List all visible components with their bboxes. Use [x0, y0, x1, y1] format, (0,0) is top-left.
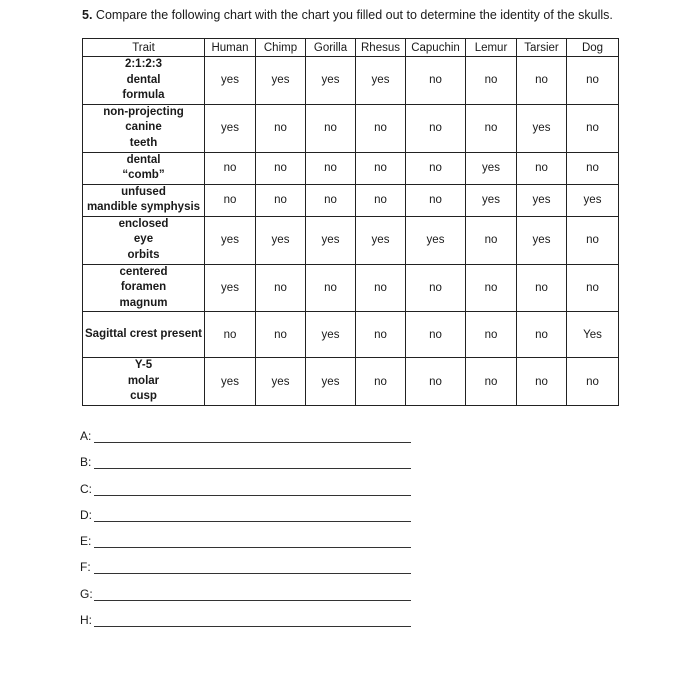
value-cell: yes: [205, 216, 256, 264]
table-header-row: [83, 39, 619, 57]
value-cell: no: [406, 57, 466, 105]
species-header: Human: [205, 39, 256, 57]
value-cell: yes: [466, 152, 517, 184]
answer-blank-line[interactable]: [94, 573, 411, 574]
value-cell: no: [205, 312, 256, 358]
trait-text: enclosed: [118, 217, 169, 230]
answer-blank-line[interactable]: [94, 442, 411, 443]
table-row: [83, 312, 619, 358]
value-cell: no: [567, 358, 619, 406]
value-cell: yes: [567, 184, 619, 216]
trait-header: Trait: [83, 39, 205, 57]
value-cell: no: [356, 184, 406, 216]
value-cell: yes: [356, 216, 406, 264]
trait-text: non-projecting: [103, 105, 184, 118]
value-cell: no: [567, 57, 619, 105]
species-header: Tarsier: [517, 39, 567, 57]
value-cell: no: [306, 152, 356, 184]
trait-cell: [83, 104, 205, 152]
trait-text: eye: [133, 233, 154, 246]
value-cell: no: [306, 104, 356, 152]
table-row: [83, 264, 619, 312]
trait-text: molar: [127, 374, 160, 387]
value-cell: no: [406, 358, 466, 406]
trait-text: canine: [125, 121, 162, 134]
value-cell: no: [356, 358, 406, 406]
answer-label: D:: [80, 507, 92, 522]
value-cell: no: [306, 264, 356, 312]
species-header: Rhesus: [356, 39, 406, 57]
value-cell: yes: [256, 216, 306, 264]
instruction-text: [82, 8, 682, 22]
trait-text: 2:1:2:3: [124, 58, 163, 70]
answer-label: A:: [80, 429, 92, 443]
trait-cell: [83, 312, 205, 358]
table-row: [83, 216, 619, 264]
trait-text: dental: [126, 73, 161, 86]
value-cell: yes: [306, 57, 356, 105]
trait-text: magnum: [119, 296, 168, 309]
species-header: Chimp: [256, 39, 306, 57]
trait-cell: [83, 57, 205, 105]
value-cell: yes: [205, 264, 256, 312]
value-cell: no: [256, 152, 306, 184]
value-cell: yes: [517, 184, 567, 216]
skull-traits-table: [82, 38, 619, 406]
trait-text: orbits: [127, 248, 160, 261]
table-row: [83, 152, 619, 184]
value-cell: no: [256, 184, 306, 216]
trait-cell: [83, 216, 205, 264]
value-cell: no: [256, 312, 306, 358]
trait-cell: [83, 184, 205, 216]
value-cell: yes: [466, 184, 517, 216]
value-cell: yes: [306, 358, 356, 406]
trait-cell: [83, 264, 205, 312]
trait-text: “comb”: [122, 169, 165, 181]
value-cell: no: [356, 104, 406, 152]
value-cell: yes: [306, 216, 356, 264]
question-number: 5.: [82, 8, 93, 22]
value-cell: no: [356, 152, 406, 184]
answer-blank-line[interactable]: [94, 626, 411, 627]
value-cell: no: [406, 104, 466, 152]
value-cell: no: [406, 312, 466, 358]
value-cell: no: [517, 312, 567, 358]
answer-blank-line[interactable]: [94, 495, 411, 496]
value-cell: no: [466, 264, 517, 312]
value-cell: yes: [406, 216, 466, 264]
species-header: Capuchin: [406, 39, 466, 57]
answer-blank-line[interactable]: [94, 600, 411, 601]
value-cell: yes: [256, 358, 306, 406]
species-header: Gorilla: [306, 39, 356, 57]
answer-label: G:: [80, 586, 93, 601]
value-cell: no: [567, 264, 619, 312]
trait-text: Y-5: [134, 359, 153, 372]
value-cell: no: [567, 152, 619, 184]
table-row: [83, 358, 619, 406]
value-cell: no: [517, 358, 567, 406]
answer-label: H:: [80, 613, 92, 628]
value-cell: yes: [256, 57, 306, 105]
value-cell: yes: [205, 358, 256, 406]
table-row: [83, 184, 619, 216]
value-cell: no: [517, 57, 567, 105]
answer-blank-line[interactable]: [94, 547, 411, 548]
value-cell: yes: [205, 57, 256, 105]
answer-blank-line[interactable]: [94, 521, 411, 522]
value-cell: no: [466, 312, 517, 358]
value-cell: yes: [205, 104, 256, 152]
value-cell: no: [356, 264, 406, 312]
trait-text: formula: [122, 89, 165, 101]
value-cell: no: [466, 57, 517, 105]
trait-text: unfused: [121, 185, 166, 198]
value-cell: no: [406, 152, 466, 184]
species-header: Lemur: [466, 39, 517, 57]
value-cell: no: [517, 264, 567, 312]
value-cell: no: [205, 184, 256, 216]
answer-label: E:: [80, 534, 92, 549]
value-cell: yes: [306, 312, 356, 358]
value-cell: no: [256, 264, 306, 312]
trait-cell: [83, 152, 205, 184]
value-cell: Yes: [567, 312, 619, 358]
trait-text: cusp: [130, 390, 157, 403]
trait-text: foramen: [120, 281, 167, 293]
trait-cell: [83, 358, 205, 406]
value-cell: no: [406, 184, 466, 216]
value-cell: no: [466, 216, 517, 264]
value-cell: yes: [517, 216, 567, 264]
answer-blank-line[interactable]: [94, 468, 411, 469]
trait-text: dental: [126, 153, 161, 166]
value-cell: no: [517, 152, 567, 184]
answer-label: B:: [80, 455, 92, 470]
question-text: Compare the following chart with the chart you filled out to determine the identity of the skulls.: [95, 8, 613, 22]
value-cell: yes: [517, 104, 567, 152]
table-row: [83, 104, 619, 152]
value-cell: no: [205, 152, 256, 184]
trait-text: mandible symphysis: [86, 201, 201, 213]
value-cell: no: [567, 216, 619, 264]
trait-text: Sagittal crest present: [85, 327, 202, 340]
value-cell: no: [356, 312, 406, 358]
trait-text: centered: [119, 265, 168, 278]
answer-label: C:: [80, 481, 92, 496]
value-cell: yes: [356, 57, 406, 105]
table-row: [83, 57, 619, 105]
answer-label: F:: [80, 560, 91, 575]
value-cell: no: [406, 264, 466, 312]
value-cell: no: [466, 358, 517, 406]
value-cell: no: [567, 104, 619, 152]
value-cell: no: [256, 104, 306, 152]
species-header: Dog: [567, 39, 619, 57]
value-cell: no: [466, 104, 517, 152]
value-cell: no: [306, 184, 356, 216]
trait-text: teeth: [129, 136, 158, 149]
